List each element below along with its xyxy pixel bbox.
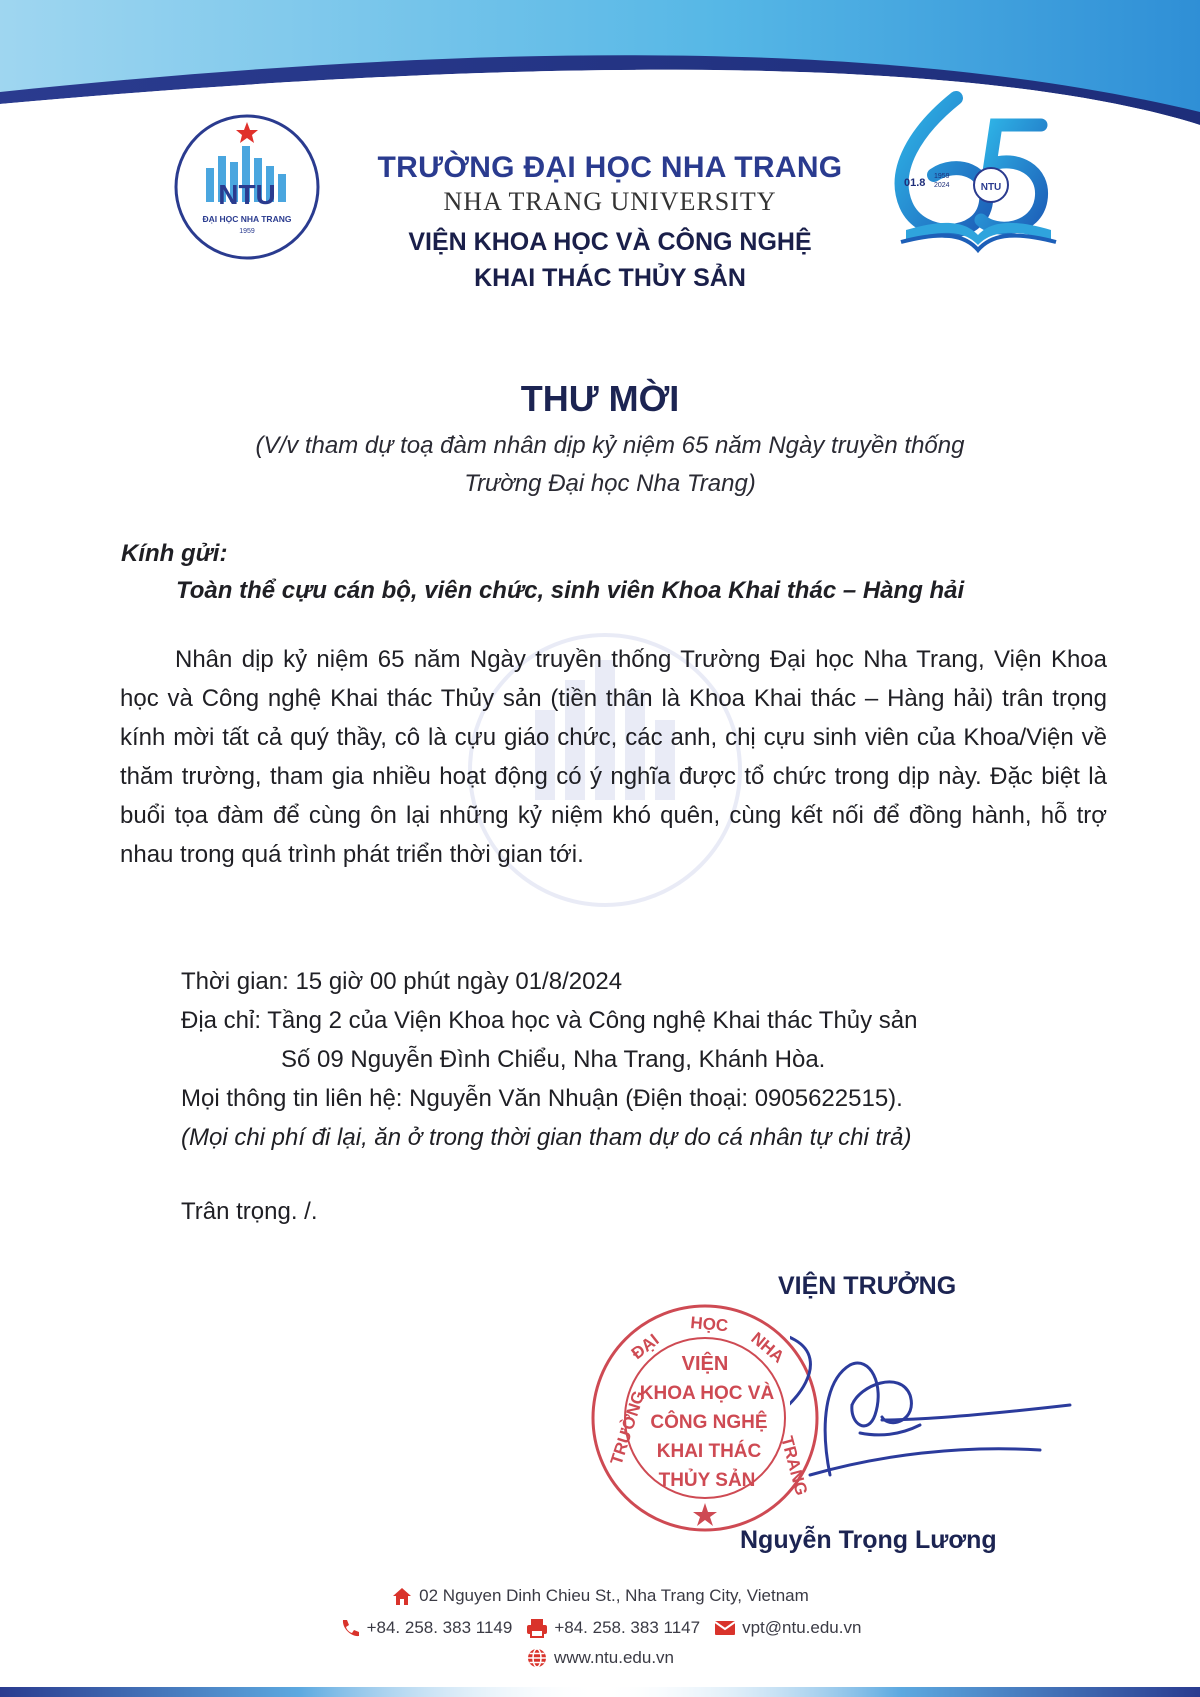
ntu-logo [172,112,322,262]
signer-title: VIỆN TRƯỞNG [778,1272,957,1300]
subtitle-line2: Trường Đại học Nha Trang) [464,470,756,497]
university-name-vn: TRƯỜNG ĐẠI HỌC NHA TRANG [377,151,843,184]
recipient: Toàn thể cựu cán bộ, viên chức, sinh viên Khoa Khai thác – Hàng hải [176,577,965,604]
stamp-ring-right: TRANG [777,1434,812,1498]
ntu-logo-name: ĐẠI HỌC NHA TRANG [202,214,292,224]
letter-body: Nhân dịp kỷ niệm 65 năm Ngày truyền thống Trường Đại học Nha Trang, Viện Khoa học và Công nghệ Khai thác Thủy sản (tiền thân là Khoa Khai thác – Hàng hải) trân trọng kính mời tất cả quý thầy, cô là cựu giáo chức, các anh, chị cựu sinh viên của Khoa/Viện về thăm trường, tham gia nhiều hoạt động có ý nghĩa được tổ chức trong dịp này. Đặc biệt là buổi tọa đàm để cùng ôn lại những kỷ niệm khó quên, cùng kết nối để đồng hành, hỗ trợ nhau trong quá trình phát triển thời gian tới. [120,646,1107,868]
stamp-center-line3: CÔNG NGHỆ [650,1412,768,1433]
footer-email[interactable]: vpt@ntu.edu.vn [742,1618,862,1637]
footer-band-decoration [0,1637,1200,1697]
university-name-en: NHA TRANG UNIVERSITY [443,187,777,216]
footer-phone[interactable]: +84. 258. 383 1149 [366,1618,513,1637]
anniversary-mini-mark: NTU [980,182,1002,193]
anniversary-65-logo [886,90,1066,265]
event-details [181,962,918,1157]
official-stamp [585,1298,825,1538]
stamp-center-line1: VIỆN [681,1353,729,1375]
cost-note: (Mọi chi phí đi lại, ăn ở trong thời gian tham dự do cá nhân tự chi trả) [181,1124,912,1151]
mail-icon [714,1618,736,1638]
anniversary-year-end: 2024 [934,182,950,189]
ntu-logo-year: 1959 [239,228,255,235]
footer-fax[interactable]: +84. 258. 383 1147 [554,1618,701,1637]
stamp-center-line5: THỦY SẢN [658,1470,756,1491]
closing-line: Trân trọng. /. [181,1198,318,1225]
letterhead [340,150,880,296]
institute-name-line2: KHAI THÁC THỦY SẢN [474,264,746,292]
stamp-ring-top-left: ĐẠI [627,1330,663,1364]
fax-icon [526,1618,548,1638]
signer-name: Nguyễn Trọng Lương [740,1526,997,1554]
event-address-line1: Địa chỉ: Tầng 2 của Viện Khoa học và Công nghệ Khai thác Thủy sản [181,1007,918,1034]
stamp-ring-left: TRƯỜNG [606,1388,649,1468]
footer-website[interactable]: www.ntu.edu.vn [553,1648,674,1667]
phone-icon [339,1618,361,1638]
footer-address: 02 Nguyen Dinh Chieu St., Nha Trang City, Vietnam [419,1586,809,1605]
salutation: Kính gửi: [121,540,228,567]
stamp-ring-top: HỌC [689,1313,729,1336]
home-icon [391,1586,413,1606]
letter-title: THƯ MỜI [520,378,680,419]
stamp-center-line4: KHAI THÁC [656,1441,762,1462]
anniversary-year-start: 1959 [934,173,950,180]
stamp-center-line2: KHOA HỌC VÀ [639,1383,775,1404]
ntu-logo-mark: NTU [218,179,276,210]
event-contact: Mọi thông tin liên hệ: Nguyễn Văn Nhuận (Điện thoại: 0905622515). [181,1085,903,1112]
event-address-line2: Số 09 Nguyễn Đình Chiểu, Nha Trang, Khánh Hòa. [281,1046,826,1073]
stamp-ring-top-right: NHA [747,1328,788,1367]
signature [790,1325,1080,1495]
event-time: Thời gian: 15 giờ 00 phút ngày 01/8/2024 [181,968,623,995]
letter-subtitle [150,427,1070,503]
footer-address-row [0,1584,1200,1608]
institute-name-line1: VIỆN KHOA HỌC VÀ CÔNG NGHỆ [408,228,812,256]
anniversary-date: 01.8 [904,177,926,189]
subtitle-line1: (V/v tham dự toạ đàm nhân dịp kỷ niệm 65 năm Ngày truyền thống [255,432,965,459]
